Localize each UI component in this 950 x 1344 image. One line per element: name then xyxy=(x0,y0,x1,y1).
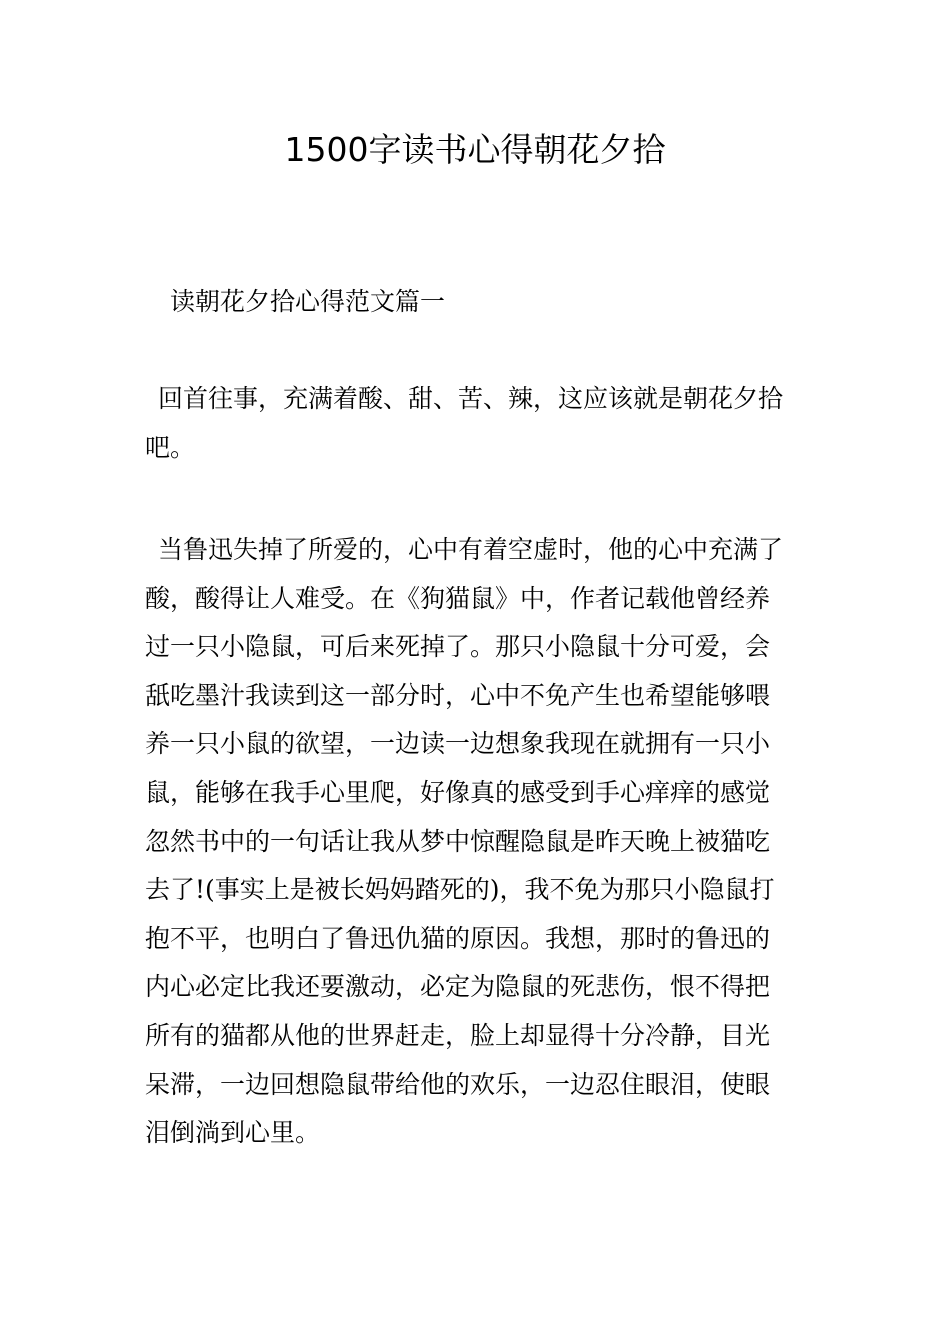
paragraph-line: 当鲁迅失掉了所爱的，心中有着空虚时，他的心中充满了 xyxy=(158,535,784,564)
paragraph-line: 忽然书中的一句话让我从梦中惊醒隐鼠是昨天晚上被猫吃 xyxy=(145,826,771,856)
paragraph-line: 呆滞，一边回想隐鼠带给他的欢乐，一边忍住眼泪，使眼 xyxy=(145,1069,771,1099)
paragraph-line: 去了!(事实上是被长妈妈踏死的)，我不免为那只小隐鼠打 xyxy=(145,875,775,905)
paragraph-line: 舐吃墨汁我读到这一部分时，心中不免产生也希望能够喂 xyxy=(145,680,771,710)
paragraph-line: 泪倒淌到心里。 xyxy=(145,1118,321,1148)
paragraph-line: 抱不平，也明白了鲁迅仇猫的原因。我想，那时的鲁迅的 xyxy=(145,923,771,953)
paragraph-line: 过一只小隐鼠，可后来死掉了。那只小隐鼠十分可爱，会 xyxy=(145,632,771,662)
paragraph-2 xyxy=(145,526,810,1158)
section-heading: 读朝花夕拾心得范文篇一 xyxy=(170,287,446,316)
paragraph-line: 回首往事，充满着酸、甜、苦、辣，这应该就是朝花夕拾 xyxy=(158,384,784,413)
paragraph-line: 酸，酸得让人难受。在《狗猫鼠》中，作者记载他曾经养 xyxy=(145,583,771,613)
document-title: 1500字读书心得朝花夕拾 xyxy=(284,130,666,169)
paragraph-line: 养一只小鼠的欲望，一边读一边想象我现在就拥有一只小 xyxy=(145,729,771,759)
paragraph-1 xyxy=(145,375,810,472)
paragraph-line: 吧。 xyxy=(145,432,196,462)
paragraph-line: 所有的猫都从他的世界赶走，脸上却显得十分冷静，目光 xyxy=(145,1020,771,1050)
paragraph-line: 鼠，能够在我手心里爬，好像真的感受到手心痒痒的感觉 xyxy=(145,777,771,807)
paragraph-line: 内心必定比我还要激动，必定为隐鼠的死悲伤，恨不得把 xyxy=(145,972,771,1002)
